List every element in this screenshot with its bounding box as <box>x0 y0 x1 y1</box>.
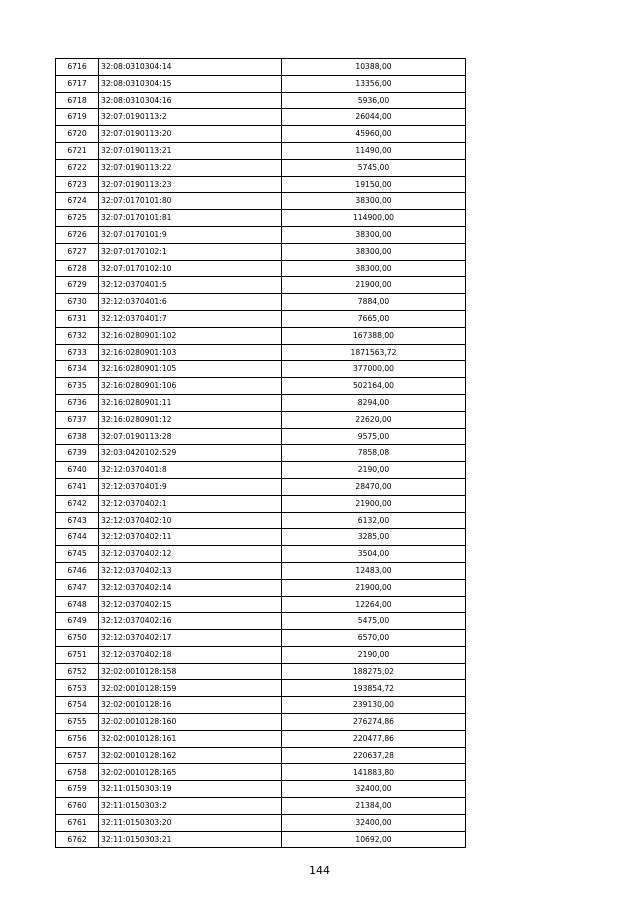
value-cell: 6570,00 <box>282 630 466 647</box>
cadastral-number-cell: 32:12:0370402:15 <box>99 596 282 613</box>
row-number-cell: 6748 <box>56 596 99 613</box>
cadastral-number-cell: 32:07:0170101:81 <box>99 210 282 227</box>
value-cell: 21900,00 <box>282 495 466 512</box>
cadastral-number-cell: 32:16:0280901:12 <box>99 411 282 428</box>
table-row <box>56 344 466 361</box>
value-cell: 6132,00 <box>282 512 466 529</box>
table-row <box>56 193 466 210</box>
table-row <box>56 394 466 411</box>
table-row <box>56 428 466 445</box>
value-cell: 1871563,72 <box>282 344 466 361</box>
cadastral-number-cell: 32:12:0370402:10 <box>99 512 282 529</box>
table-row <box>56 562 466 579</box>
cadastral-number-cell: 32:08:0310304:14 <box>99 59 282 76</box>
value-cell: 276274,86 <box>282 714 466 731</box>
value-cell: 38300,00 <box>282 226 466 243</box>
cadastral-number-cell: 32:12:0370402:13 <box>99 562 282 579</box>
value-cell: 193854,72 <box>282 680 466 697</box>
row-number-cell: 6734 <box>56 361 99 378</box>
cadastral-number-cell: 32:07:0190113:28 <box>99 428 282 445</box>
value-cell: 2190,00 <box>282 462 466 479</box>
table-row <box>56 411 466 428</box>
cadastral-value-table <box>55 58 466 848</box>
cadastral-number-cell: 32:12:0370401:7 <box>99 310 282 327</box>
value-cell: 10692,00 <box>282 831 466 848</box>
cadastral-number-cell: 32:16:0280901:11 <box>99 394 282 411</box>
cadastral-number-cell: 32:07:0170102:10 <box>99 260 282 277</box>
table-row <box>56 294 466 311</box>
cadastral-number-cell: 32:02:0010128:161 <box>99 730 282 747</box>
row-number-cell: 6749 <box>56 613 99 630</box>
table-row <box>56 798 466 815</box>
table-row <box>56 680 466 697</box>
table-row <box>56 781 466 798</box>
cadastral-number-cell: 32:02:0010128:158 <box>99 663 282 680</box>
cadastral-number-cell: 32:07:0190113:20 <box>99 126 282 143</box>
table-row <box>56 764 466 781</box>
table-row <box>56 75 466 92</box>
cadastral-number-cell: 32:02:0010128:16 <box>99 697 282 714</box>
value-cell: 11490,00 <box>282 142 466 159</box>
cadastral-number-cell: 32:07:0190113:23 <box>99 176 282 193</box>
value-cell: 32400,00 <box>282 781 466 798</box>
row-number-cell: 6735 <box>56 378 99 395</box>
table-row <box>56 814 466 831</box>
cadastral-number-cell: 32:12:0370402:17 <box>99 630 282 647</box>
cadastral-number-cell: 32:02:0010128:159 <box>99 680 282 697</box>
cadastral-number-cell: 32:07:0170102:1 <box>99 243 282 260</box>
row-number-cell: 6762 <box>56 831 99 848</box>
value-cell: 21384,00 <box>282 798 466 815</box>
value-cell: 8294,00 <box>282 394 466 411</box>
value-cell: 9575,00 <box>282 428 466 445</box>
cadastral-number-cell: 32:16:0280901:105 <box>99 361 282 378</box>
table-row <box>56 663 466 680</box>
table-row <box>56 747 466 764</box>
table-row <box>56 596 466 613</box>
table-row <box>56 546 466 563</box>
row-number-cell: 6728 <box>56 260 99 277</box>
cadastral-number-cell: 32:08:0310304:16 <box>99 92 282 109</box>
row-number-cell: 6745 <box>56 546 99 563</box>
row-number-cell: 6752 <box>56 663 99 680</box>
row-number-cell: 6732 <box>56 327 99 344</box>
value-cell: 13356,00 <box>282 75 466 92</box>
table-row <box>56 142 466 159</box>
cadastral-number-cell: 32:12:0370401:9 <box>99 478 282 495</box>
row-number-cell: 6760 <box>56 798 99 815</box>
table-row <box>56 613 466 630</box>
row-number-cell: 6724 <box>56 193 99 210</box>
cadastral-number-cell: 32:07:0170101:9 <box>99 226 282 243</box>
row-number-cell: 6722 <box>56 159 99 176</box>
cadastral-number-cell: 32:16:0280901:106 <box>99 378 282 395</box>
table-row <box>56 159 466 176</box>
table-row <box>56 730 466 747</box>
row-number-cell: 6736 <box>56 394 99 411</box>
row-number-cell: 6739 <box>56 445 99 462</box>
row-number-cell: 6729 <box>56 277 99 294</box>
table-row <box>56 697 466 714</box>
row-number-cell: 6721 <box>56 142 99 159</box>
row-number-cell: 6744 <box>56 529 99 546</box>
row-number-cell: 6727 <box>56 243 99 260</box>
cadastral-number-cell: 32:03:0420102:529 <box>99 445 282 462</box>
cadastral-number-cell: 32:11:0150303:19 <box>99 781 282 798</box>
cadastral-number-cell: 32:16:0280901:102 <box>99 327 282 344</box>
cadastral-number-cell: 32:12:0370402:16 <box>99 613 282 630</box>
value-cell: 32400,00 <box>282 814 466 831</box>
value-cell: 10388,00 <box>282 59 466 76</box>
value-cell: 12264,00 <box>282 596 466 613</box>
value-cell: 220637,28 <box>282 747 466 764</box>
value-cell: 5936,00 <box>282 92 466 109</box>
value-cell: 19150,00 <box>282 176 466 193</box>
table-row <box>56 630 466 647</box>
table-row <box>56 260 466 277</box>
cadastral-number-cell: 32:02:0010128:162 <box>99 747 282 764</box>
cadastral-number-cell: 32:11:0150303:2 <box>99 798 282 815</box>
table-row <box>56 512 466 529</box>
table-row <box>56 109 466 126</box>
row-number-cell: 6725 <box>56 210 99 227</box>
table-row <box>56 310 466 327</box>
table-row <box>56 59 466 76</box>
value-cell: 3285,00 <box>282 529 466 546</box>
table-row <box>56 529 466 546</box>
cadastral-number-cell: 32:02:0010128:165 <box>99 764 282 781</box>
value-cell: 26044,00 <box>282 109 466 126</box>
value-cell: 21900,00 <box>282 277 466 294</box>
row-number-cell: 6733 <box>56 344 99 361</box>
value-cell: 5745,00 <box>282 159 466 176</box>
table-row <box>56 226 466 243</box>
row-number-cell: 6731 <box>56 310 99 327</box>
row-number-cell: 6726 <box>56 226 99 243</box>
value-cell: 2190,00 <box>282 646 466 663</box>
value-cell: 38300,00 <box>282 243 466 260</box>
row-number-cell: 6758 <box>56 764 99 781</box>
value-cell: 45960,00 <box>282 126 466 143</box>
row-number-cell: 6737 <box>56 411 99 428</box>
value-cell: 7858,08 <box>282 445 466 462</box>
value-cell: 7884,00 <box>282 294 466 311</box>
table-row <box>56 176 466 193</box>
row-number-cell: 6761 <box>56 814 99 831</box>
value-cell: 22620,00 <box>282 411 466 428</box>
row-number-cell: 6750 <box>56 630 99 647</box>
row-number-cell: 6719 <box>56 109 99 126</box>
table-row <box>56 462 466 479</box>
value-cell: 239130,00 <box>282 697 466 714</box>
page-number: 144 <box>309 864 330 877</box>
cadastral-number-cell: 32:12:0370401:8 <box>99 462 282 479</box>
cadastral-number-cell: 32:08:0310304:15 <box>99 75 282 92</box>
table-row <box>56 327 466 344</box>
cadastral-number-cell: 32:12:0370401:5 <box>99 277 282 294</box>
table-row <box>56 579 466 596</box>
cadastral-number-cell: 32:02:0010128:160 <box>99 714 282 731</box>
cadastral-number-cell: 32:12:0370402:11 <box>99 529 282 546</box>
row-number-cell: 6754 <box>56 697 99 714</box>
value-cell: 28470,00 <box>282 478 466 495</box>
row-number-cell: 6742 <box>56 495 99 512</box>
row-number-cell: 6730 <box>56 294 99 311</box>
row-number-cell: 6738 <box>56 428 99 445</box>
row-number-cell: 6755 <box>56 714 99 731</box>
value-cell: 38300,00 <box>282 193 466 210</box>
value-cell: 114900,00 <box>282 210 466 227</box>
row-number-cell: 6717 <box>56 75 99 92</box>
value-cell: 141883,80 <box>282 764 466 781</box>
cadastral-number-cell: 32:12:0370402:14 <box>99 579 282 596</box>
row-number-cell: 6740 <box>56 462 99 479</box>
value-cell: 377000,00 <box>282 361 466 378</box>
table-row <box>56 478 466 495</box>
row-number-cell: 6720 <box>56 126 99 143</box>
cadastral-number-cell: 32:12:0370402:12 <box>99 546 282 563</box>
cadastral-number-cell: 32:12:0370402:1 <box>99 495 282 512</box>
row-number-cell: 6741 <box>56 478 99 495</box>
value-cell: 21900,00 <box>282 579 466 596</box>
table-row <box>56 361 466 378</box>
cadastral-number-cell: 32:12:0370401:6 <box>99 294 282 311</box>
cadastral-number-cell: 32:12:0370402:18 <box>99 646 282 663</box>
cadastral-number-cell: 32:11:0150303:21 <box>99 831 282 848</box>
table-row <box>56 92 466 109</box>
row-number-cell: 6756 <box>56 730 99 747</box>
row-number-cell: 6747 <box>56 579 99 596</box>
table-row <box>56 445 466 462</box>
row-number-cell: 6751 <box>56 646 99 663</box>
table-row <box>56 646 466 663</box>
cadastral-number-cell: 32:07:0190113:2 <box>99 109 282 126</box>
table-row <box>56 243 466 260</box>
cadastral-number-cell: 32:07:0190113:22 <box>99 159 282 176</box>
table-row <box>56 277 466 294</box>
value-cell: 5475,00 <box>282 613 466 630</box>
value-cell: 220477,86 <box>282 730 466 747</box>
row-number-cell: 6716 <box>56 59 99 76</box>
row-number-cell: 6746 <box>56 562 99 579</box>
value-cell: 502164,00 <box>282 378 466 395</box>
table-row <box>56 126 466 143</box>
row-number-cell: 6718 <box>56 92 99 109</box>
table-row <box>56 378 466 395</box>
cadastral-number-cell: 32:07:0190113:21 <box>99 142 282 159</box>
table-row <box>56 831 466 848</box>
cadastral-number-cell: 32:16:0280901:103 <box>99 344 282 361</box>
value-cell: 38300,00 <box>282 260 466 277</box>
table-row <box>56 495 466 512</box>
table-body <box>56 59 466 848</box>
value-cell: 3504,00 <box>282 546 466 563</box>
table-row <box>56 714 466 731</box>
cadastral-number-cell: 32:11:0150303:20 <box>99 814 282 831</box>
row-number-cell: 6753 <box>56 680 99 697</box>
value-cell: 167388,00 <box>282 327 466 344</box>
value-cell: 188275,02 <box>282 663 466 680</box>
row-number-cell: 6757 <box>56 747 99 764</box>
cadastral-number-cell: 32:07:0170101:80 <box>99 193 282 210</box>
row-number-cell: 6743 <box>56 512 99 529</box>
value-cell: 7665,00 <box>282 310 466 327</box>
table-row <box>56 210 466 227</box>
value-cell: 12483,00 <box>282 562 466 579</box>
row-number-cell: 6759 <box>56 781 99 798</box>
row-number-cell: 6723 <box>56 176 99 193</box>
